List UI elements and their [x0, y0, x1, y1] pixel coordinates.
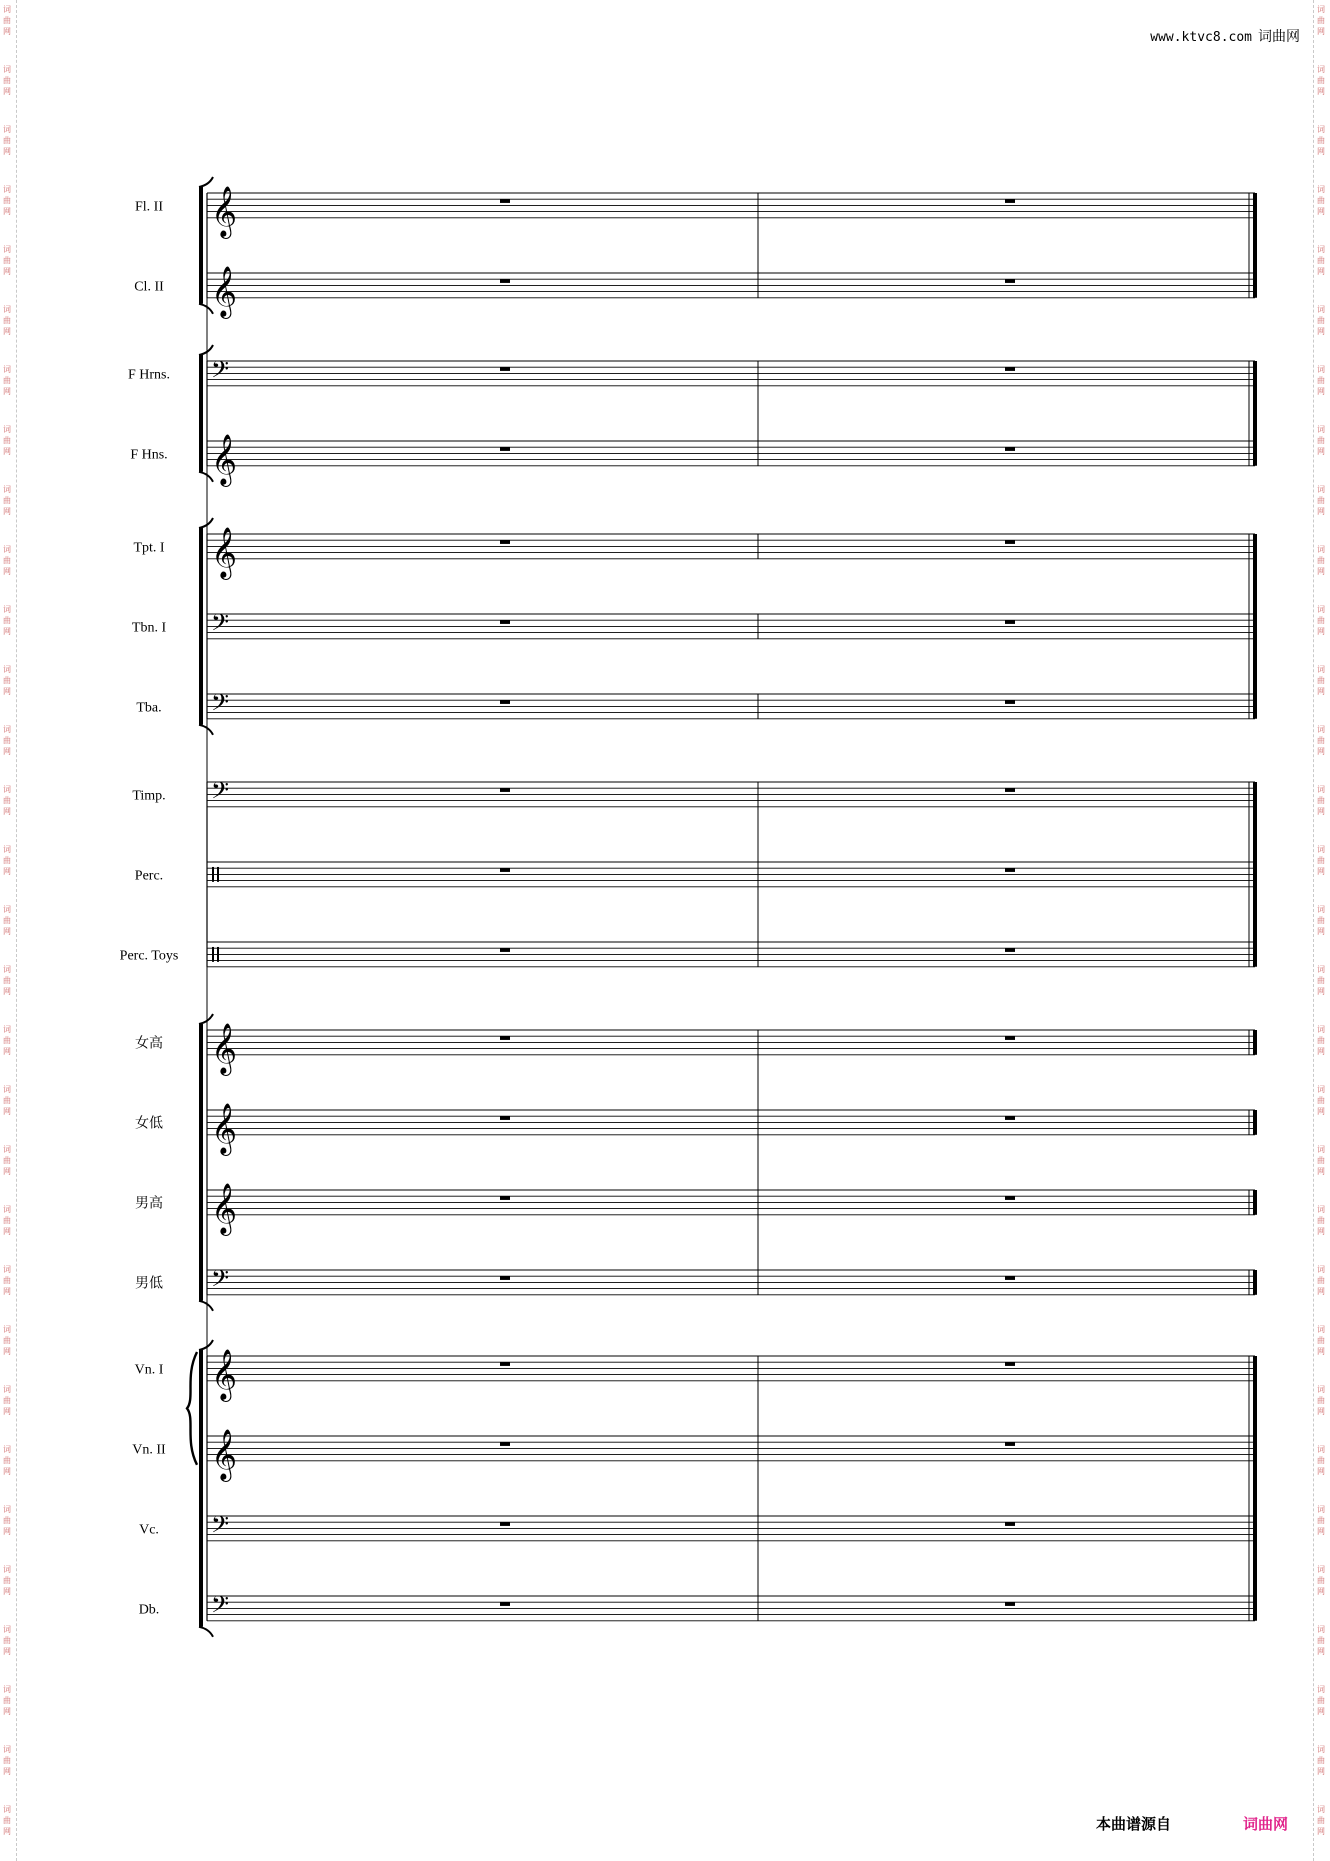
percussion-clef-icon	[212, 947, 214, 962]
treble-clef-icon: 𝄞	[211, 1348, 238, 1400]
watermark-glyph: 词 曲 网	[3, 5, 11, 36]
watermark-glyph: 词 曲 网	[3, 1205, 11, 1236]
whole-rest	[500, 700, 510, 704]
watermark-glyph: 词 曲 网	[1317, 1565, 1325, 1596]
whole-rest	[500, 1442, 510, 1446]
whole-rest	[500, 1196, 510, 1200]
whole-rest	[500, 788, 510, 792]
watermark-glyph: 词 曲 网	[3, 1385, 11, 1416]
watermark-glyph: 词 曲 网	[3, 1085, 11, 1116]
whole-rest	[1005, 279, 1015, 283]
watermark-glyph: 词 曲 网	[3, 1565, 11, 1596]
bass-clef-icon: 𝄢	[211, 776, 230, 810]
whole-rest	[500, 1036, 510, 1040]
instrument-label: 男高	[135, 1196, 163, 1212]
bass-clef-icon: 𝄢	[211, 1510, 230, 1544]
watermark-glyph: 词 曲 网	[1317, 1145, 1325, 1176]
watermark-glyph: 词 曲 网	[3, 1265, 11, 1296]
watermark-glyph: 词 曲 网	[3, 1445, 11, 1476]
whole-rest	[1005, 868, 1015, 872]
instrument-label: Db.	[138, 1602, 160, 1618]
instrument-label: 女低	[135, 1116, 163, 1132]
watermark-glyph: 词 曲 网	[3, 845, 11, 876]
watermark-glyph: 词 曲 网	[1317, 485, 1325, 516]
watermark-glyph: 词 曲 网	[1317, 65, 1325, 96]
treble-clef-icon: 𝄞	[211, 1182, 238, 1234]
treble-clef-icon: 𝄞	[211, 265, 238, 317]
watermark-glyph: 词 曲 网	[3, 65, 11, 96]
watermark-glyph: 词 曲 网	[3, 245, 11, 276]
instrument-label: Vn. II	[132, 1442, 166, 1458]
staff-bracket-bottom-hook	[199, 725, 213, 735]
watermark-glyph: 词 曲 网	[1317, 1205, 1325, 1236]
watermark-glyph: 词 曲 网	[3, 785, 11, 816]
whole-rest	[500, 868, 510, 872]
watermark-glyph: 词 曲 网	[1317, 1385, 1325, 1416]
bass-clef-icon: 𝄢	[211, 1590, 230, 1624]
instrument-label: Tba.	[136, 700, 162, 716]
violin-brace	[187, 1352, 197, 1465]
whole-rest	[1005, 1602, 1015, 1606]
watermark-glyph: 词 曲 网	[1317, 905, 1325, 936]
whole-rest	[500, 1276, 510, 1280]
watermark-glyph: 词 曲 网	[3, 905, 11, 936]
watermark-glyph: 词 曲 网	[1317, 1325, 1325, 1356]
instrument-label: Timp.	[132, 788, 166, 804]
watermark-glyph: 词 曲 网	[3, 1805, 11, 1836]
watermark-glyph: 词 曲 网	[3, 485, 11, 516]
whole-rest	[1005, 948, 1015, 952]
whole-rest	[500, 540, 510, 544]
site-name-text: 词曲网	[1258, 29, 1300, 45]
treble-clef-icon: 𝄞	[211, 526, 238, 578]
watermark-glyph: 词 曲 网	[1317, 965, 1325, 996]
whole-rest	[1005, 367, 1015, 371]
site-url-text[interactable]: www.ktvc8.com	[1150, 30, 1252, 45]
instrument-label: 男低	[135, 1276, 163, 1292]
watermark-glyph: 词 曲 网	[1317, 665, 1325, 696]
watermark-glyph: 词 曲 网	[3, 725, 11, 756]
instrument-label: Tbn. I	[131, 620, 167, 636]
footer-source-label: 本曲谱源自	[1096, 1815, 1172, 1833]
whole-rest	[1005, 788, 1015, 792]
whole-rest	[1005, 199, 1015, 203]
whole-rest	[500, 1362, 510, 1366]
bass-clef-icon: 𝄢	[211, 688, 230, 722]
watermark-glyph: 词 曲 网	[1317, 305, 1325, 336]
percussion-clef-icon	[217, 947, 219, 962]
bass-clef-icon: 𝄢	[211, 355, 230, 389]
percussion-clef-icon	[212, 867, 214, 882]
watermark-glyph: 词 曲 网	[1317, 1625, 1325, 1656]
whole-rest	[500, 620, 510, 624]
instrument-label: Perc. Toys	[119, 948, 179, 964]
whole-rest	[500, 1116, 510, 1120]
instrument-label: Tpt. I	[133, 540, 165, 556]
watermark-glyph: 词 曲 网	[1317, 425, 1325, 456]
watermark-glyph: 词 曲 网	[3, 125, 11, 156]
treble-clef-icon: 𝄞	[211, 185, 238, 237]
instrument-label: Vc.	[139, 1522, 159, 1538]
instrument-label: F Hrns.	[127, 367, 171, 383]
whole-rest	[1005, 1116, 1015, 1120]
treble-clef-icon: 𝄞	[211, 1428, 238, 1480]
instrument-label: 女高	[135, 1036, 163, 1052]
watermark-glyph: 词 曲 网	[3, 305, 11, 336]
watermark-glyph: 词 曲 网	[1317, 5, 1325, 36]
instrument-label: F Hns.	[130, 447, 168, 463]
instrument-label: Fl. II	[135, 199, 163, 215]
whole-rest	[500, 948, 510, 952]
watermark-glyph: 词 曲 网	[1317, 605, 1325, 636]
whole-rest	[1005, 1196, 1015, 1200]
watermark-glyph: 词 曲 网	[3, 605, 11, 636]
watermark-glyph: 词 曲 网	[1317, 725, 1325, 756]
whole-rest	[500, 279, 510, 283]
watermark-glyph: 词 曲 网	[3, 965, 11, 996]
staff-bracket-bottom-hook	[199, 1627, 213, 1637]
watermark-glyph: 词 曲 网	[1317, 125, 1325, 156]
staff-bracket-top-hook	[199, 345, 213, 355]
footer-brand-link[interactable]: 词曲网	[1243, 1815, 1289, 1833]
watermark-glyph: 词 曲 网	[3, 1685, 11, 1716]
watermark-glyph: 词 曲 网	[1317, 1505, 1325, 1536]
watermark-glyph: 词 曲 网	[1317, 1085, 1325, 1116]
watermark-glyph: 词 曲 网	[1317, 1685, 1325, 1716]
whole-rest	[500, 367, 510, 371]
watermark-glyph: 词 曲 网	[1317, 1265, 1325, 1296]
whole-rest	[1005, 620, 1015, 624]
instrument-label: Perc.	[134, 868, 164, 884]
watermark-glyph: 词 曲 网	[1317, 1025, 1325, 1056]
watermark-glyph: 词 曲 网	[1317, 185, 1325, 216]
watermark-glyph: 词 曲 网	[1317, 845, 1325, 876]
staff-bracket-bottom-hook	[199, 1301, 213, 1311]
watermark-glyph: 词 曲 网	[3, 1145, 11, 1176]
whole-rest	[1005, 1362, 1015, 1366]
percussion-clef-icon	[217, 867, 219, 882]
watermark-glyph: 词 曲 网	[1317, 1745, 1325, 1776]
instrument-label: Cl. II	[134, 279, 164, 295]
treble-clef-icon: 𝄞	[211, 1102, 238, 1154]
watermark-glyph: 词 曲 网	[3, 665, 11, 696]
whole-rest	[500, 1522, 510, 1526]
watermark-glyph: 词 曲 网	[1317, 1805, 1325, 1836]
whole-rest	[1005, 1522, 1015, 1526]
treble-clef-icon: 𝄞	[211, 1022, 238, 1074]
watermark-glyph: 词 曲 网	[3, 545, 11, 576]
instrument-label: Vn. I	[134, 1362, 164, 1378]
whole-rest	[1005, 540, 1015, 544]
watermark-glyph: 词 曲 网	[3, 1745, 11, 1776]
whole-rest	[1005, 447, 1015, 451]
whole-rest	[500, 1602, 510, 1606]
watermark-glyph: 词 曲 网	[1317, 365, 1325, 396]
watermark-glyph: 词 曲 网	[1317, 785, 1325, 816]
whole-rest	[1005, 1276, 1015, 1280]
watermark-glyph: 词 曲 网	[3, 425, 11, 456]
whole-rest	[500, 447, 510, 451]
watermark-glyph: 词 曲 网	[1317, 545, 1325, 576]
watermark-glyph: 词 曲 网	[1317, 245, 1325, 276]
watermark-glyph: 词 曲 网	[1317, 1445, 1325, 1476]
whole-rest	[1005, 700, 1015, 704]
bass-clef-icon: 𝄢	[211, 1264, 230, 1298]
watermark-glyph: 词 曲 网	[3, 185, 11, 216]
watermark-glyph: 词 曲 网	[3, 365, 11, 396]
watermark-glyph: 词 曲 网	[3, 1325, 11, 1356]
watermark-glyph: 词 曲 网	[3, 1025, 11, 1056]
bass-clef-icon: 𝄢	[211, 608, 230, 642]
whole-rest	[1005, 1036, 1015, 1040]
treble-clef-icon: 𝄞	[211, 433, 238, 485]
whole-rest	[1005, 1442, 1015, 1446]
watermark-glyph: 词 曲 网	[3, 1505, 11, 1536]
whole-rest	[500, 199, 510, 203]
watermark-glyph: 词 曲 网	[3, 1625, 11, 1656]
